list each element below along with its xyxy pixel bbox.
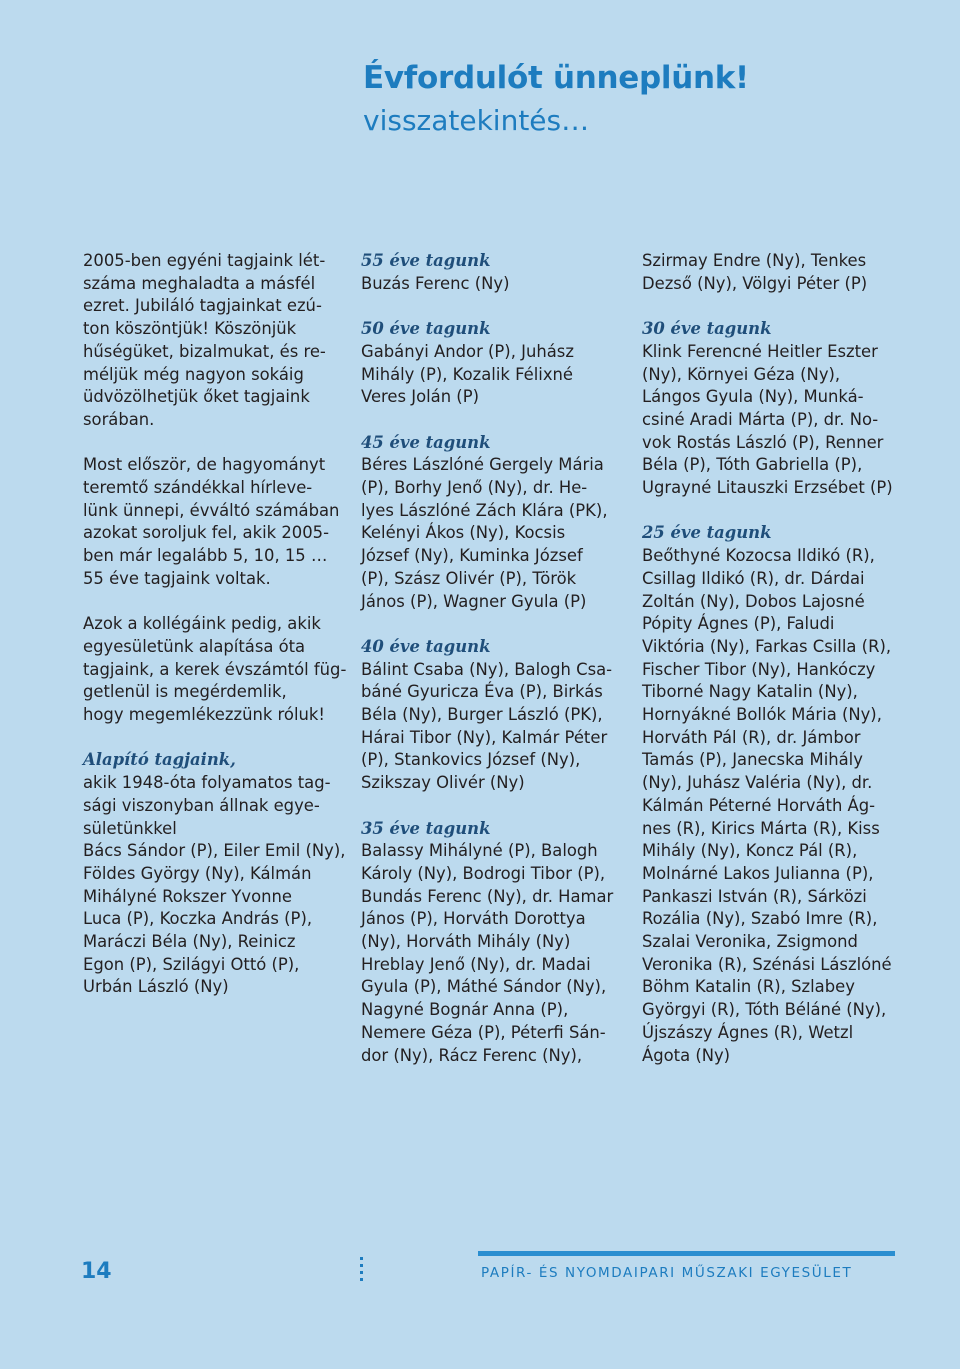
text-line: Hreblay Jenő (Ny), dr. Madai bbox=[361, 954, 591, 974]
paragraph-gap bbox=[361, 613, 623, 636]
text-line: sági viszonyban állnak egye- bbox=[83, 795, 320, 815]
text-line: vok Rostás László (P), Renner bbox=[642, 432, 884, 452]
text-line: ben már legalább 5, 10, 15 … bbox=[83, 546, 328, 566]
text-column-1 bbox=[83, 250, 345, 999]
text-line: ezret. Jubiláló tagjainkat ezú- bbox=[83, 296, 322, 316]
text-line: Lángos Gyula (Ny), Munká- bbox=[642, 387, 864, 407]
text-line: sületünkkel bbox=[83, 818, 177, 838]
paragraph-gap bbox=[83, 727, 345, 750]
text-line: Urbán László (Ny) bbox=[83, 977, 229, 997]
text-line: dor (Ny), Rácz Ferenc (Ny), bbox=[361, 1045, 583, 1065]
text-line: Horváth Pál (R), dr. Jámbor bbox=[642, 727, 861, 747]
text-line: Gyula (P), Máthé Sándor (Ny), bbox=[361, 977, 607, 997]
text-line: báné Gyuricza Éva (P), Birkás bbox=[361, 682, 603, 702]
text-line: száma meghaladta a másfél bbox=[83, 273, 316, 293]
paragraph-gap bbox=[361, 795, 623, 818]
text-line: (Ny), Horváth Mihály (Ny) bbox=[361, 932, 571, 952]
text-line: lünk ünnepi, évváltó számában bbox=[83, 500, 340, 520]
text-line: Maráczi Béla (Ny), Reinicz bbox=[83, 932, 296, 952]
text-line: (P), Stankovics József (Ny), bbox=[361, 750, 581, 770]
text-line: Bács Sándor (P), Eiler Emil (Ny), bbox=[83, 841, 346, 861]
text-line: Újszászy Ágnes (R), Wetzl bbox=[642, 1022, 854, 1042]
paragraph-gap bbox=[361, 409, 623, 432]
section-heading: 30 éve tagunk bbox=[642, 319, 772, 339]
text-line: Molnárné Lakos Julianna (P), bbox=[642, 863, 874, 883]
text-line: Buzás Ferenc (Ny) bbox=[361, 273, 510, 293]
text-line: Mihály (P), Kozalik Félixné bbox=[361, 364, 573, 384]
text-line: (Ny), Környei Géza (Ny), bbox=[642, 364, 841, 384]
paragraph-gap bbox=[361, 295, 623, 318]
section-heading: Alapító tagjaink, bbox=[83, 750, 236, 770]
text-line: Nagyné Bognár Anna (P), bbox=[361, 1000, 569, 1020]
section-heading: 35 éve tagunk bbox=[361, 818, 491, 838]
text-line: Mihály (Ny), Koncz Pál (R), bbox=[642, 841, 858, 861]
text-line: Mihályné Rokszer Yvonne bbox=[83, 886, 293, 906]
text-line: Gabányi Andor (P), Juhász bbox=[361, 341, 574, 361]
text-line: Kelényi Ákos (Ny), Kocsis bbox=[361, 523, 566, 543]
text-line: Károly (Ny), Bodrogi Tibor (P), bbox=[361, 863, 606, 883]
text-line: Béla (Ny), Burger László (PK), bbox=[361, 705, 603, 725]
text-line: teremtő szándékkal hírleve- bbox=[83, 478, 313, 498]
text-line: 55 éve tagjaink voltak. bbox=[83, 568, 271, 588]
text-line: Kálmán Péterné Horváth Ág- bbox=[642, 795, 876, 815]
text-line: Szalai Veronika, Zsigmond bbox=[642, 932, 858, 952]
section-heading: 45 éve tagunk bbox=[361, 432, 491, 452]
text-line: Böhm Katalin (R), Szlabey bbox=[642, 977, 855, 997]
text-line: Fischer Tibor (Ny), Hankóczy bbox=[642, 659, 876, 679]
publisher-name: PAPÍR- ÉS NYOMDAIPARI MŰSZAKI EGYESÜLET bbox=[481, 1265, 853, 1281]
text-line: Balassy Mihályné (P), Balogh bbox=[361, 841, 598, 861]
text-line: Zoltán (Ny), Dobos Lajosné bbox=[642, 591, 865, 611]
text-line: Bálint Csaba (Ny), Balogh Csa- bbox=[361, 659, 613, 679]
text-line: József (Ny), Kuminka József bbox=[361, 546, 583, 566]
text-line: Pópity Ágnes (P), Faludi bbox=[642, 614, 835, 634]
page-number: 14 bbox=[81, 1259, 112, 1284]
page-subtitle: visszatekintés… bbox=[363, 104, 590, 137]
text-line: 2005-ben egyéni tagjaink lét- bbox=[83, 251, 326, 270]
paragraph-gap bbox=[642, 295, 904, 318]
text-line: Azok a kollégáink pedig, akik bbox=[83, 614, 321, 634]
text-line: Rozália (Ny), Szabó Imre (R), bbox=[642, 909, 878, 929]
text-line: Egon (P), Szilágyi Ottó (P), bbox=[83, 954, 300, 974]
section-heading: 25 éve tagunk bbox=[642, 523, 772, 543]
section-heading: 55 éve tagunk bbox=[361, 251, 491, 270]
text-line: Ágota (Ny) bbox=[642, 1045, 731, 1065]
text-line: (P), Borhy Jenő (Ny), dr. He- bbox=[361, 478, 588, 497]
section-heading: 40 éve tagunk bbox=[361, 636, 491, 656]
text-line: (P), Szász Olivér (P), Török bbox=[361, 568, 577, 588]
text-line: Most először, de hagyományt bbox=[83, 455, 326, 475]
text-line: Hárai Tibor (Ny), Kalmár Péter bbox=[361, 727, 608, 747]
text-line: János (P), Wagner Gyula (P) bbox=[361, 591, 587, 611]
text-line: getlenül is megérdemlik, bbox=[83, 682, 287, 702]
text-line: tagjaink, a kerek évszámtól füg- bbox=[83, 659, 347, 679]
text-line: nes (R), Kirics Márta (R), Kiss bbox=[642, 818, 880, 838]
text-line: (Ny), Juhász Valéria (Ny), dr. bbox=[642, 773, 873, 793]
text-line: sorában. bbox=[83, 409, 155, 429]
text-line: János (P), Horváth Dorottya bbox=[361, 909, 586, 929]
footer-dots-ornament bbox=[360, 1257, 364, 1285]
paragraph-gap bbox=[83, 591, 345, 614]
text-line: Klink Ferencné Heitler Eszter bbox=[642, 341, 878, 361]
text-line: üdvözölhetjük őket tagjaink bbox=[83, 387, 310, 407]
text-line: Veres Jolán (P) bbox=[361, 387, 479, 407]
text-line: Beőthyné Kozocsa Ildikó (R), bbox=[642, 546, 875, 566]
text-line: egyesületünk alapítása óta bbox=[83, 636, 306, 656]
text-line: Veronika (R), Szénási Lászlóné bbox=[642, 954, 892, 974]
text-line: Szirmay Endre (Ny), Tenkes bbox=[642, 251, 867, 270]
text-line: Pankaszi István (R), Sárközi bbox=[642, 886, 867, 906]
text-line: Ugrayné Litauszki Erzsébet (P) bbox=[642, 478, 893, 498]
text-column-3 bbox=[642, 250, 904, 1067]
text-line: Csillag Ildikó (R), dr. Dárdai bbox=[642, 568, 865, 588]
text-line: csiné Aradi Márta (P), dr. No- bbox=[642, 409, 879, 429]
text-line: Luca (P), Koczka András (P), bbox=[83, 909, 313, 929]
text-line: Hornyákné Bollók Mária (Ny), bbox=[642, 705, 882, 725]
text-line: Dezső (Ny), Völgyi Péter (P) bbox=[642, 273, 868, 293]
text-line: hogy megemlékezzünk róluk! bbox=[83, 705, 325, 725]
text-line: Viktória (Ny), Farkas Csilla (R), bbox=[642, 636, 892, 656]
text-line: Györgyi (R), Tóth Béláné (Ny), bbox=[642, 1000, 887, 1020]
text-line: méljük még nagyon sokáig bbox=[83, 364, 304, 384]
text-line: lyes Lászlóné Zách Klára (PK), bbox=[361, 500, 608, 520]
footer-rule bbox=[478, 1251, 895, 1256]
section-heading: 50 éve tagunk bbox=[361, 319, 491, 339]
text-line: Földes György (Ny), Kálmán bbox=[83, 863, 312, 883]
page-title: Évfordulót ünneplünk! bbox=[363, 60, 749, 96]
paragraph-gap bbox=[83, 432, 345, 455]
text-line: Tamás (P), Janecska Mihály bbox=[642, 750, 863, 770]
text-column-2 bbox=[361, 250, 623, 1067]
text-line: Szikszay Olivér (Ny) bbox=[361, 773, 525, 793]
text-line: Bundás Ferenc (Ny), dr. Hamar bbox=[361, 886, 614, 906]
text-line: ton köszöntjük! Köszönjük bbox=[83, 319, 297, 339]
text-line: akik 1948-óta folyamatos tag- bbox=[83, 773, 331, 793]
text-line: Tiborné Nagy Katalin (Ny), bbox=[642, 682, 858, 702]
text-line: Béla (P), Tóth Gabriella (P), bbox=[642, 455, 863, 475]
text-line: Béres Lászlóné Gergely Mária bbox=[361, 455, 604, 475]
paragraph-gap bbox=[642, 500, 904, 523]
text-line: Nemere Géza (P), Péterfi Sán- bbox=[361, 1022, 606, 1042]
text-line: azokat soroljuk fel, akik 2005- bbox=[83, 523, 329, 543]
text-line: hűségüket, bizalmukat, és re- bbox=[83, 341, 326, 361]
